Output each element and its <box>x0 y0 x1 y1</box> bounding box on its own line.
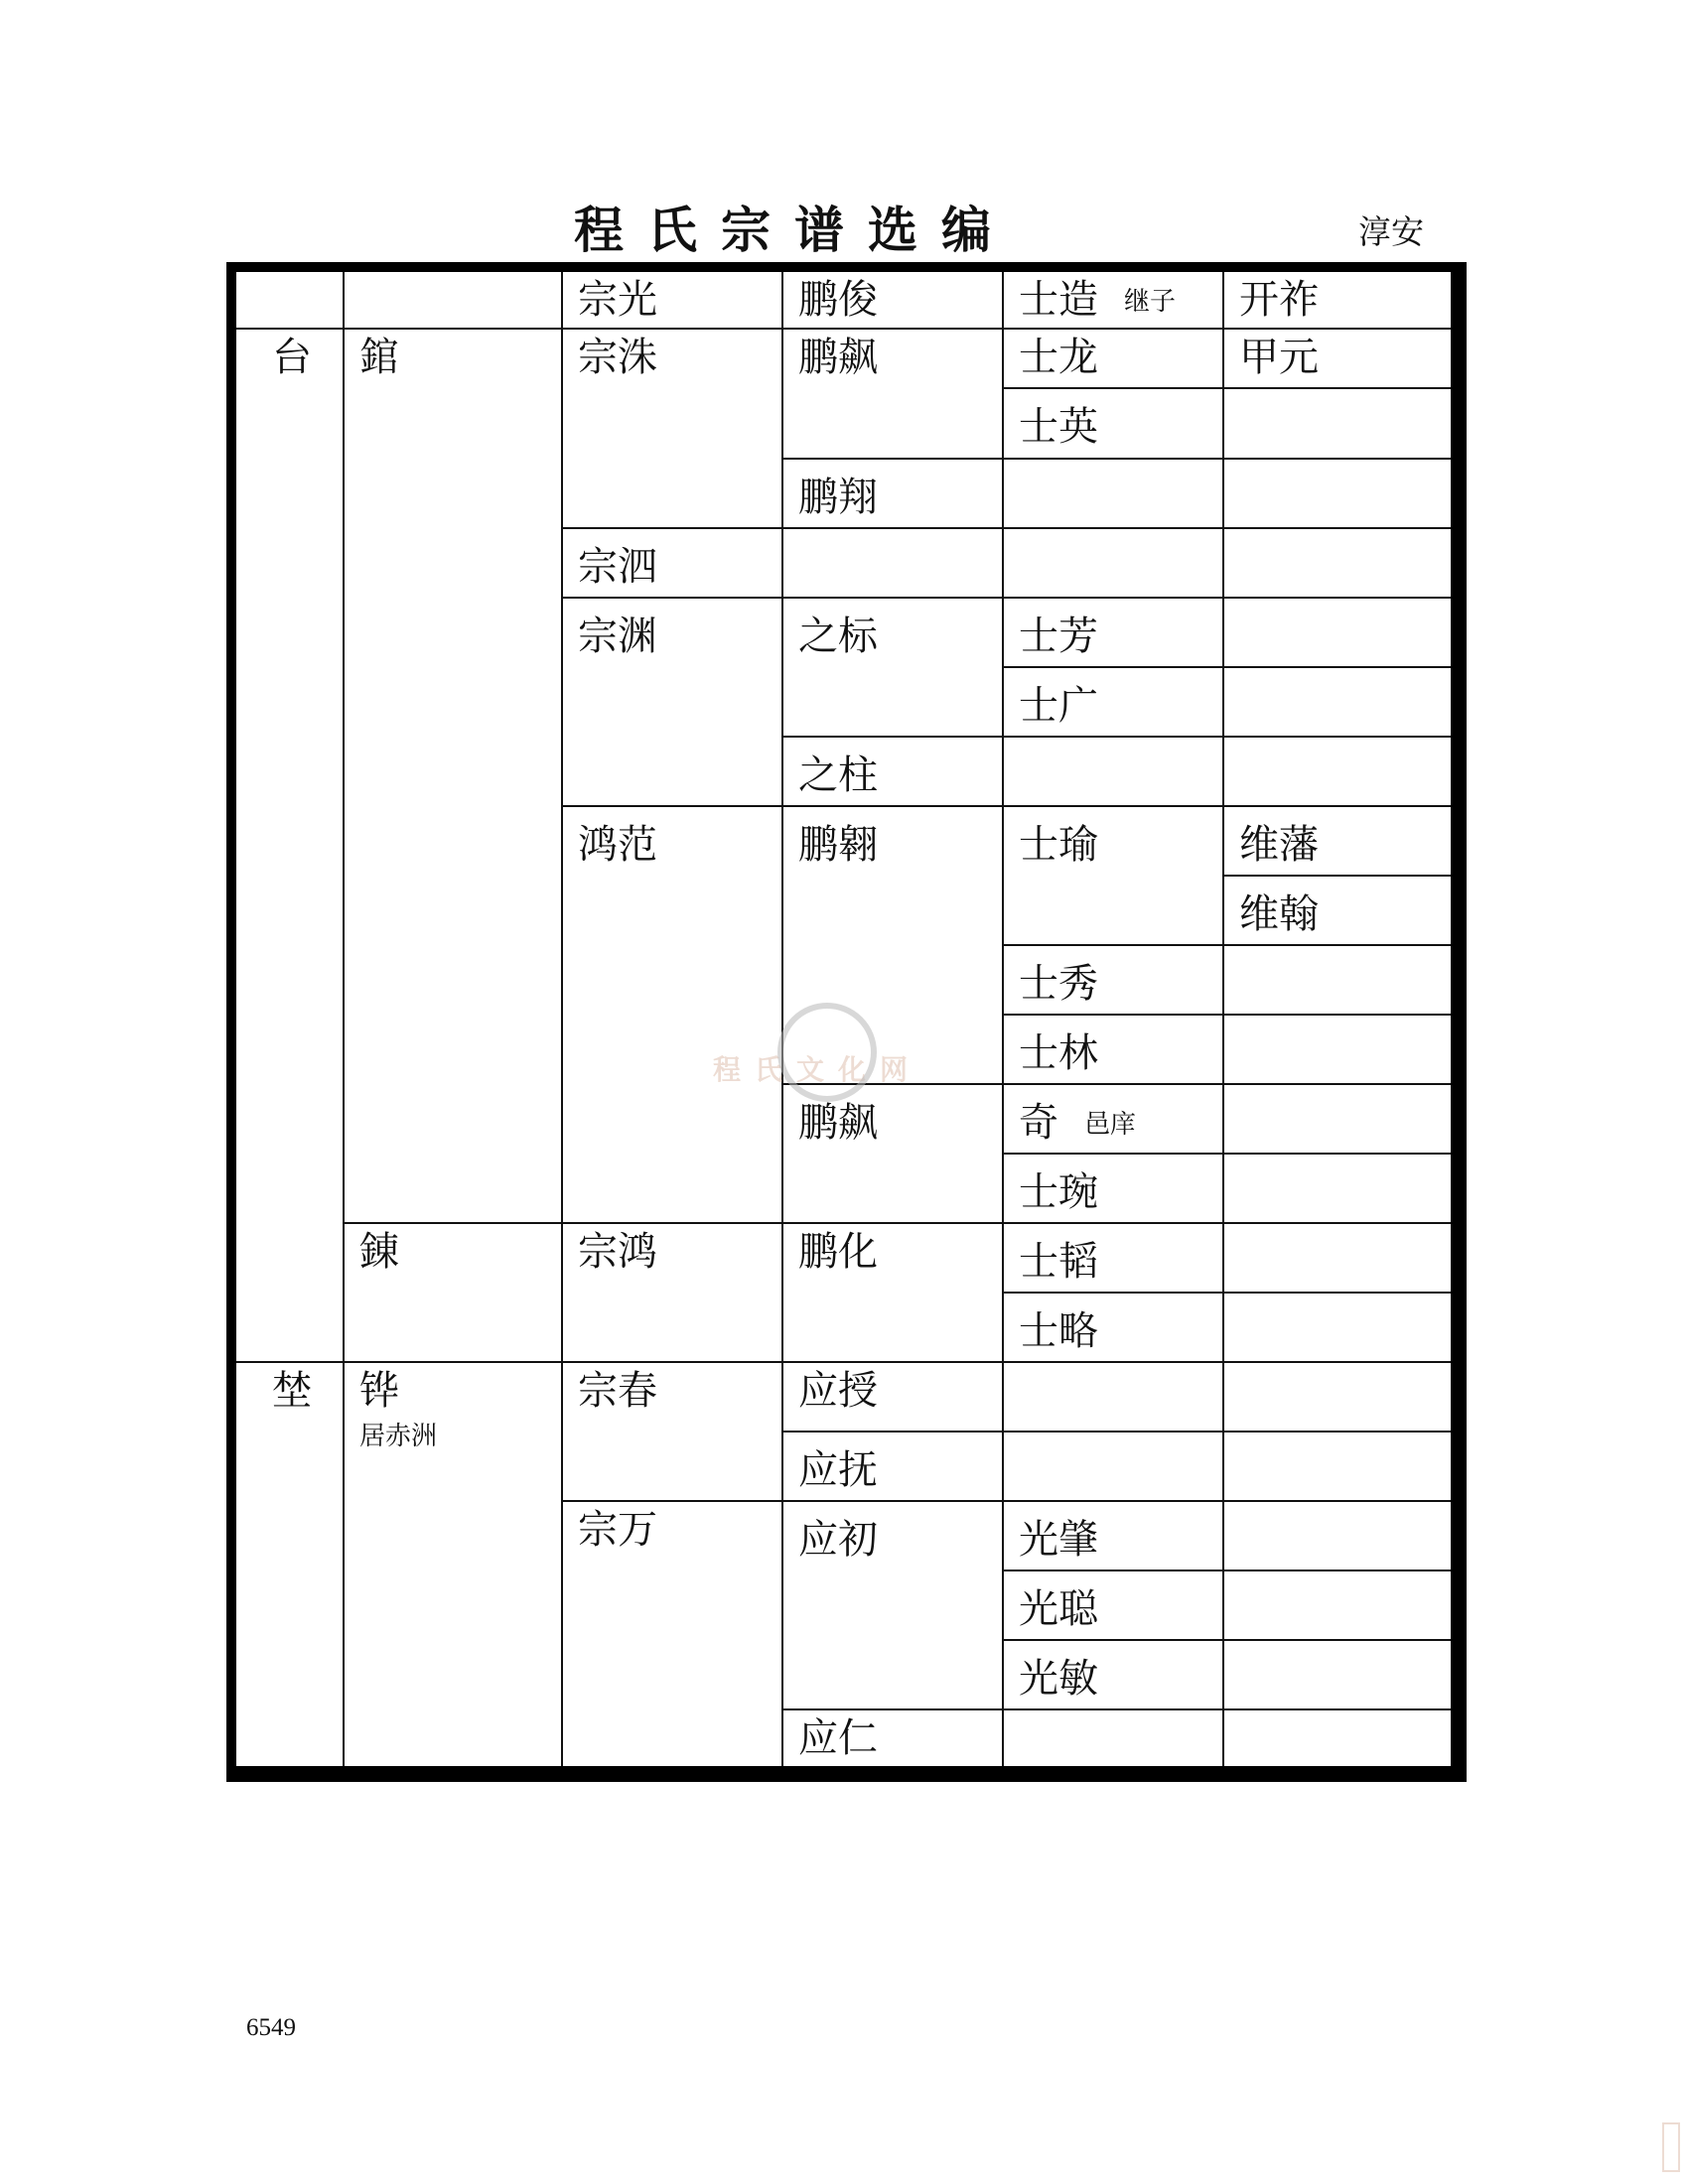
generation-3-cell: 宗鸿 <box>578 1229 657 1275</box>
generation-2-cell: 錬 <box>359 1229 399 1275</box>
generation-4-cell: 应初 <box>798 1517 878 1563</box>
generation-5-cell: 士英 <box>1019 404 1098 450</box>
generation-6-cell: 甲元 <box>1239 335 1319 380</box>
generation-3-cell: 宗泗 <box>578 544 657 590</box>
generation-5-cell: 光肇 <box>1019 1517 1098 1563</box>
generation-4-cell: 鹏翱 <box>798 822 878 868</box>
generation-5-cell: 士韬 <box>1019 1239 1098 1285</box>
watermark-text: 程氏文化网 <box>713 1053 922 1086</box>
generation-3-cell: 宗春 <box>578 1368 657 1414</box>
watermark-seal-icon <box>777 1003 877 1102</box>
person-name: 士造 <box>1019 277 1098 323</box>
generation-4-cell: 之柱 <box>798 752 878 798</box>
generation-4-cell: 应仁 <box>798 1715 878 1761</box>
generation-2-cell: 铧 <box>359 1368 399 1414</box>
generation-5-cell: 士龙 <box>1019 335 1098 380</box>
generation-5-cell: 士芳 <box>1019 614 1098 659</box>
generation-5-cell: 士广 <box>1019 683 1098 729</box>
region-label: 淳安 <box>1358 212 1424 251</box>
generation-2-cell: 錧 <box>359 335 399 380</box>
generation-6-cell: 维藩 <box>1239 822 1319 868</box>
person-name: 奇 <box>1019 1100 1058 1146</box>
generation-4-cell: 应抚 <box>798 1447 878 1493</box>
generation-6-cell: 开祚 <box>1239 277 1319 323</box>
generation-4-cell: 鹏飙 <box>798 335 878 380</box>
generation-3-cell: 宗洙 <box>578 335 657 380</box>
generation-5-cell: 光敏 <box>1019 1656 1098 1702</box>
generation-4-cell: 鹏化 <box>798 1229 878 1275</box>
generation-5-cell: 光聪 <box>1019 1586 1098 1632</box>
generation-4-cell: 鹏俊 <box>798 277 878 323</box>
generation-4-cell: 鹏翔 <box>798 475 878 520</box>
generation-3-cell: 宗万 <box>578 1507 657 1553</box>
generation-3-cell: 宗渊 <box>578 614 657 659</box>
generation-5-cell: 士琬 <box>1019 1169 1098 1215</box>
relation-note: 继子 <box>1124 287 1177 317</box>
generation-4-cell: 鹏飙 <box>798 1100 878 1146</box>
generation-5-cell: 士略 <box>1019 1308 1098 1354</box>
title-note: 邑庠 <box>1084 1110 1137 1140</box>
generation-6-cell: 维翰 <box>1239 891 1319 937</box>
family-branch-cell: 台 <box>272 335 312 380</box>
family-branch-cell: 埜 <box>272 1368 312 1414</box>
watermark-stamp <box>1662 2122 1680 2172</box>
generation-5-cell <box>1019 1099 1136 1147</box>
residence-note: 居赤洲 <box>359 1422 438 1451</box>
generation-5-cell: 士林 <box>1019 1030 1098 1076</box>
generation-4-cell: 之标 <box>798 614 878 659</box>
generation-5-cell: 士瑜 <box>1019 822 1098 868</box>
page-number: 6549 <box>246 2014 296 2041</box>
generation-5-cell <box>1019 276 1176 324</box>
generation-4-cell: 应授 <box>798 1368 878 1414</box>
page-title: 程氏宗谱选编 <box>574 202 1015 259</box>
generation-5-cell: 士秀 <box>1019 961 1098 1007</box>
generation-3-cell: 鸿范 <box>578 822 657 868</box>
generation-3-cell: 宗光 <box>578 277 657 323</box>
